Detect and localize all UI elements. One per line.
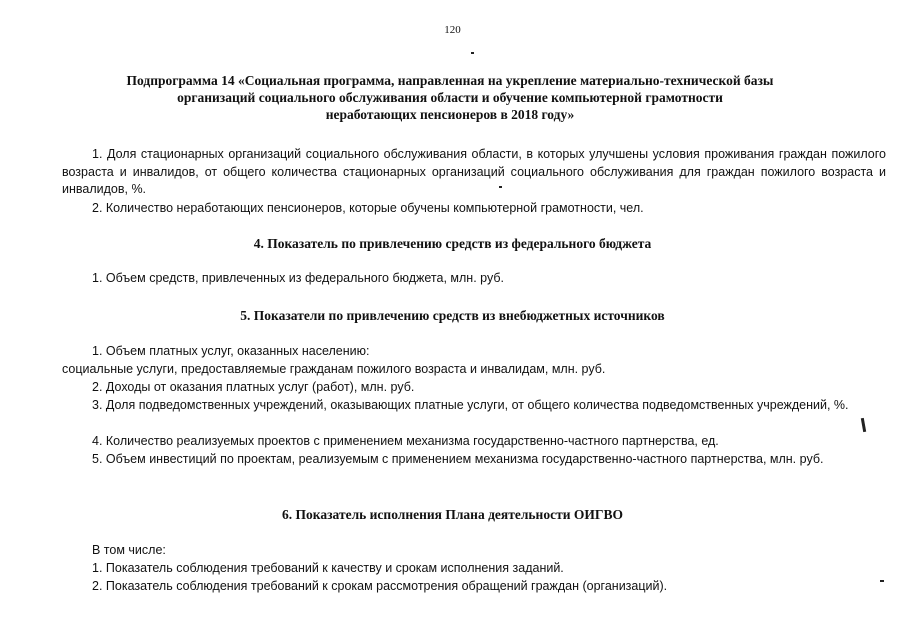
- scan-mark: [861, 418, 866, 432]
- section-6-item-2: 2. Показатель соблюдения требований к срокам рассмотрения обращений граждан (организаций).: [92, 579, 668, 593]
- section-5-item-3: 3. Доля подведомственных учреждений, оказывающих платные услуги, от общего количества подведомственных учреждений, %.: [92, 398, 849, 412]
- section-4-item-1: 1. Объем средств, привлеченных из федерального бюджета, млн. руб.: [92, 271, 504, 285]
- section-5-item-2: 2. Доходы от оказания платных услуг (работ), млн. руб.: [92, 380, 415, 394]
- section-4-heading: 4. Показатель по привлечению средств из федерального бюджета: [253, 236, 652, 251]
- page-number: 120: [444, 24, 461, 36]
- section-5-item-5: 5. Объем инвестиций по проектам, реализуемым с применением механизма государственно-частного партнерства, млн. руб.: [92, 452, 824, 466]
- scan-speck: [880, 580, 884, 582]
- section-5-heading: 5. Показатели по привлечению средств из внебюджетных источников: [240, 308, 665, 323]
- subprogram-item-1: 1. Доля стационарных организаций социального обслуживания области, в которых улучшены условия проживания граждан пожилого возраста и инвалидов, от общего количества стационарных организаций социального обслуживания для граждан пожилого возраста и инвалидов, %.: [62, 147, 886, 196]
- section-5-item-1: 1. Объем платных услуг, оказанных населению:: [92, 344, 370, 358]
- title-line-1: Подпрограмма 14 «Социальная программа, направленная на укрепление материально-технической базы: [126, 73, 774, 88]
- title-line-2: организаций социального обслуживания области и обучение компьютерной грамотности: [177, 90, 723, 105]
- section-6-intro: В том числе:: [92, 543, 166, 557]
- title-line-3: неработающих пенсионеров в 2018 году»: [325, 107, 575, 122]
- subprogram-item-2: 2. Количество неработающих пенсионеров, которые обучены компьютерной грамотности, чел.: [92, 201, 644, 215]
- section-6-item-1: 1. Показатель соблюдения требований к качеству и срокам исполнения заданий.: [92, 561, 564, 575]
- document-title: [60, 72, 840, 123]
- scan-speck: [471, 52, 474, 54]
- section-5-item-1-detail: социальные услуги, предоставляемые гражданам пожилого возраста и инвалидам, млн. руб.: [62, 362, 606, 376]
- section-5-item-4: 4. Количество реализуемых проектов с применением механизма государственно-частного партнерства, ед.: [92, 434, 719, 448]
- scan-speck: [499, 186, 502, 188]
- section-6-heading: 6. Показатель исполнения Плана деятельности ОИГВО: [282, 507, 623, 522]
